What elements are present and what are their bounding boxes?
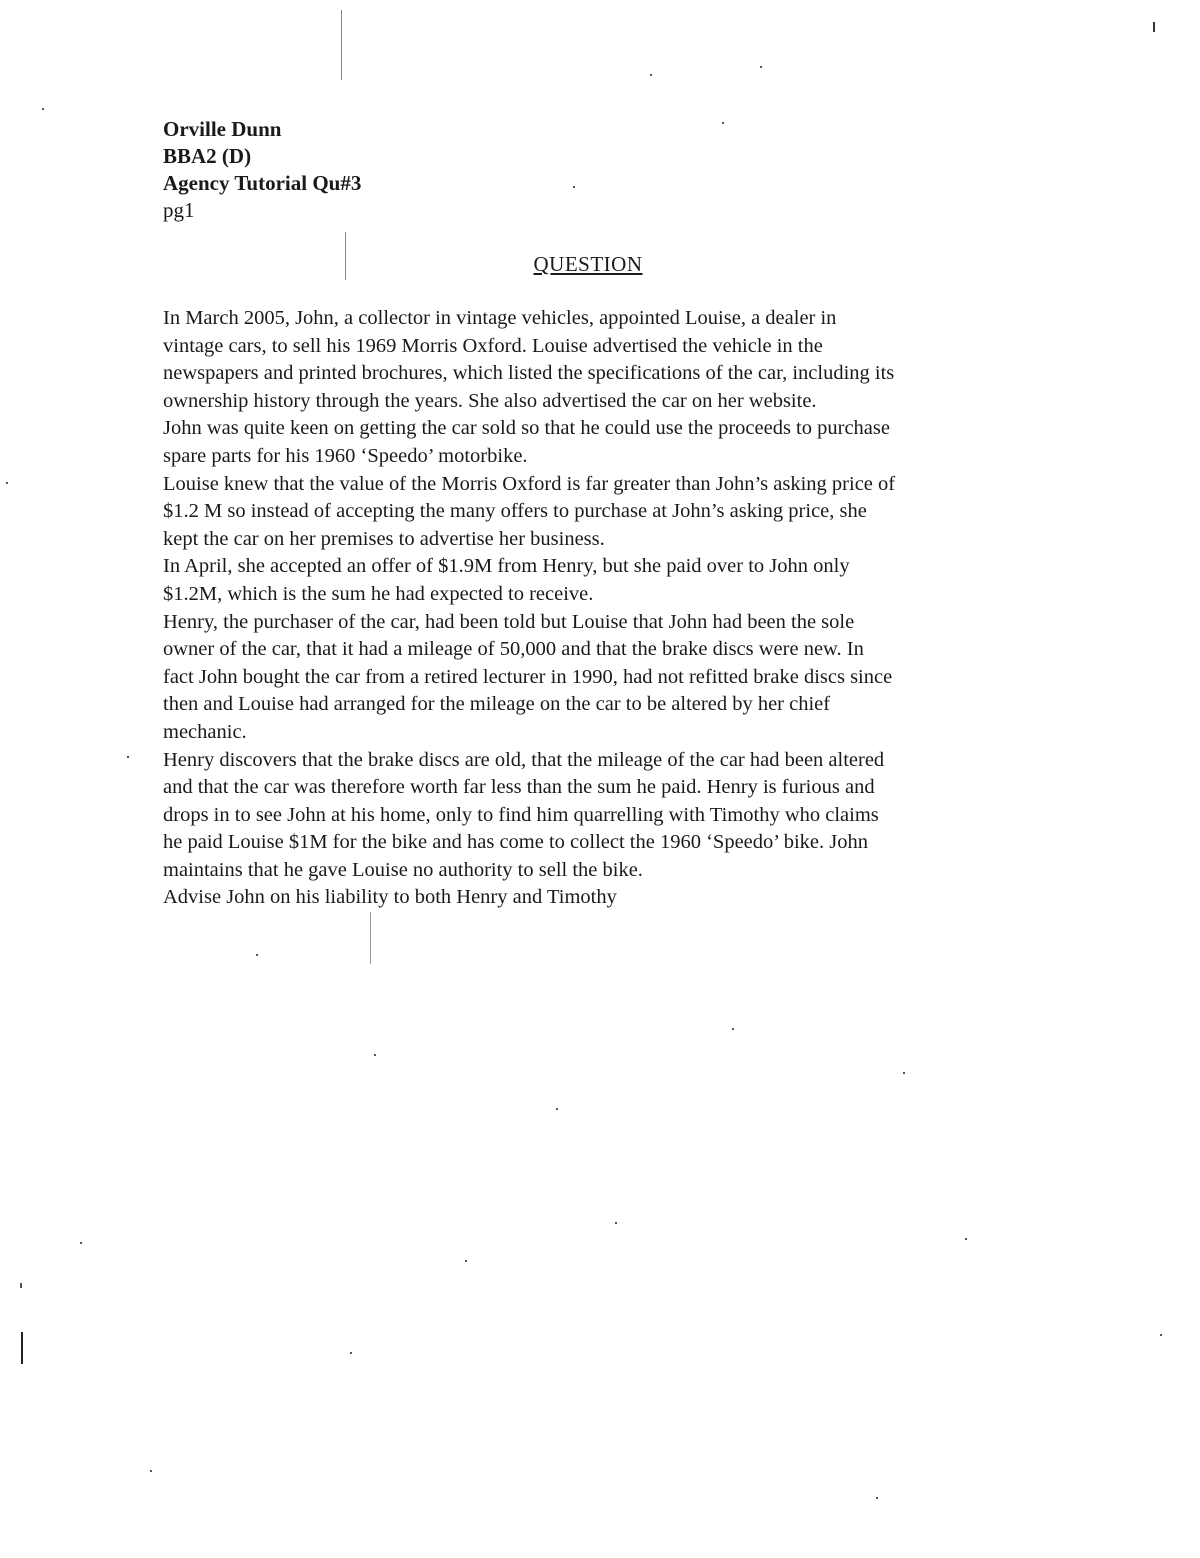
scan-mark	[1160, 1334, 1162, 1336]
assignment-title: Agency Tutorial Qu#3	[163, 171, 362, 195]
body-line: newspapers and printed brochures, which listed the specifications of the car, including its	[163, 362, 895, 385]
scan-mark	[21, 1332, 23, 1364]
scan-mark	[256, 954, 258, 956]
body-line: owner of the car, that it had a mileage of 50,000 and that the brake discs were new. In	[163, 638, 864, 661]
scan-mark	[465, 1260, 467, 1262]
question-heading: QUESTION	[533, 252, 643, 276]
scan-mark	[615, 1222, 617, 1224]
author-name: Orville Dunn	[163, 117, 282, 141]
page-number: pg1	[163, 198, 195, 222]
scan-mark	[150, 1470, 152, 1472]
body-line: ownership history through the years. She also advertised the car on her website.	[163, 389, 817, 412]
scan-mark	[732, 1028, 734, 1030]
body-line: fact John bought the car from a retired lecturer in 1990, had not refitted brake discs since	[163, 665, 893, 688]
body-line: In April, she accepted an offer of $1.9M from Henry, but she paid over to John only	[163, 555, 850, 578]
scan-mark	[80, 1242, 82, 1244]
scan-mark	[6, 482, 8, 484]
scan-mark	[876, 1497, 878, 1499]
body-line: maintains that he gave Louise no authority to sell the bike.	[163, 858, 643, 881]
body-line: and that the car was therefore worth far less than the sum he paid. Henry is furious and	[163, 776, 875, 799]
scan-mark	[965, 1238, 967, 1240]
course-code: BBA2 (D)	[163, 144, 252, 168]
scan-mark	[20, 1283, 22, 1288]
body-line: drops in to see John at his home, only to find him quarrelling with Timothy who claims	[163, 803, 879, 826]
body-line: Henry, the purchaser of the car, had been told but Louise that John had been the sole	[163, 610, 855, 633]
body-line: kept the car on her premises to advertise her business.	[163, 527, 605, 550]
scan-mark	[903, 1072, 905, 1074]
body-line: he paid Louise $1M for the bike and has come to collect the 1960 ‘Speedo’ bike. John	[163, 831, 868, 854]
scan-mark	[341, 10, 342, 80]
body-line: In March 2005, John, a collector in vintage vehicles, appointed Louise, a dealer in	[163, 307, 837, 329]
question-body	[163, 305, 1033, 912]
scan-mark	[374, 1054, 376, 1056]
body-line: Louise knew that the value of the Morris Oxford is far greater than John’s asking price of	[163, 472, 896, 495]
scan-mark	[760, 66, 762, 68]
scan-mark	[556, 1108, 558, 1110]
scan-mark	[345, 232, 346, 280]
scan-mark	[42, 108, 44, 110]
scan-mark	[1153, 22, 1155, 32]
body-line: vintage cars, to sell his 1969 Morris Oxford. Louise advertised the vehicle in the	[163, 334, 823, 357]
body-line: $1.2 M so instead of accepting the many offers to purchase at John’s asking price, she	[163, 500, 867, 523]
body-line: spare parts for his 1960 ‘Speedo’ motorbike.	[163, 444, 528, 467]
scan-mark	[650, 74, 652, 76]
body-line: Henry discovers that the brake discs are old, that the mileage of the car had been altered	[163, 748, 885, 771]
document-header	[163, 116, 361, 224]
body-line: John was quite keen on getting the car sold so that he could use the proceeds to purchase	[163, 417, 890, 440]
body-line: mechanic.	[163, 720, 247, 743]
scan-mark	[350, 1352, 352, 1354]
scan-mark	[573, 186, 575, 188]
scan-mark	[722, 122, 724, 124]
body-line: then and Louise had arranged for the mileage on the car to be altered by her chief	[163, 693, 831, 716]
scan-mark	[127, 756, 129, 758]
body-line: Advise John on his liability to both Henry and Timothy	[163, 886, 617, 909]
scan-mark	[370, 912, 371, 964]
body-line: $1.2M, which is the sum he had expected to receive.	[163, 582, 594, 605]
